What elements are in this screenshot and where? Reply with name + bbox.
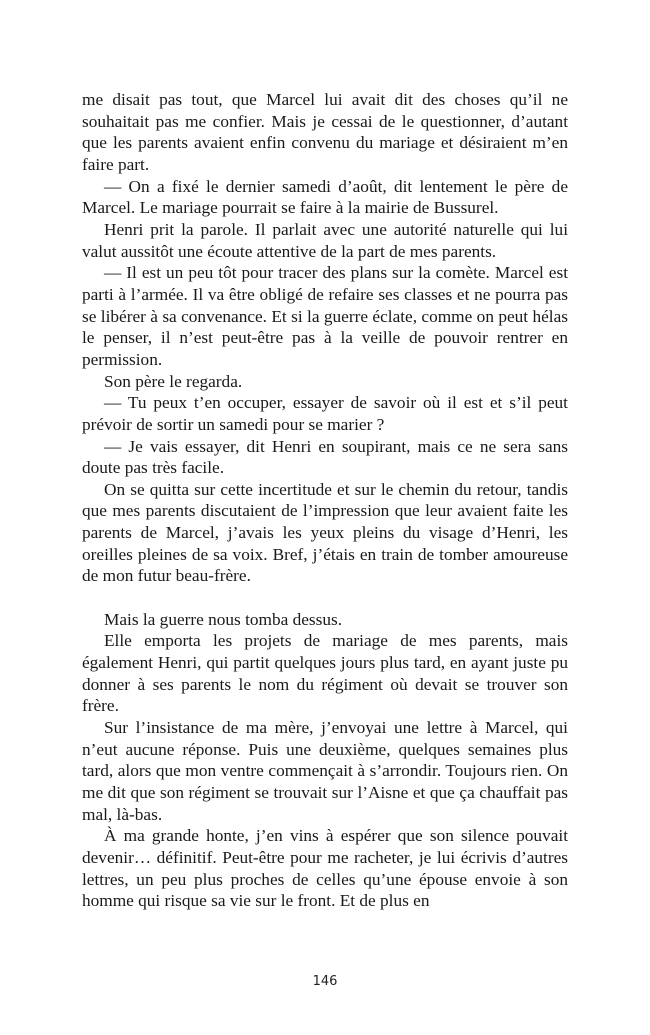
paragraph: me disait pas tout, que Marcel lui avait dit des choses qu’il ne souhaitait pas me confier. Mais je cessai de le questionner, d’autant que les parents avaient enfin convenu du mariage et désiraient m’en faire part.	[82, 90, 568, 174]
paragraph: — Tu peux t’en occuper, essayer de savoir où il est et s’il peut prévoir de sortir un samedi pour se marier ?	[82, 393, 568, 434]
section-break	[82, 587, 568, 609]
paragraph: Elle emporta les projets de mariage de mes parents, mais également Henri, qui partit quelques jours plus tard, en ayant juste pu donner à ses parents le nom du régiment où devait se trouver son frère.	[82, 631, 568, 716]
page-body	[82, 89, 568, 912]
paragraph: Son père le regarda.	[104, 371, 243, 391]
page-number: 146	[312, 974, 338, 989]
paragraph: — Je vais essayer, dit Henri en soupirant, mais ce ne sera sans doute pas très facile.	[82, 436, 568, 478]
paragraph: À ma grande honte, j’en vins à espérer que son silence pouvait devenir… définitif. Peut-être pour me racheter, je lui écrivis d’autres lettres, un peu plus proches de celles qu’une épouse envoie à son homme qui risque sa vie sur le front. Et de plus en	[82, 826, 568, 911]
paragraph: — Il est un peu tôt pour tracer des plans sur la comète. Marcel est parti à l’armée. Il va être obligé de refaire ses classes et ne pourra pas se libérer à sa convenance. Et si la guerre éclate, comme on peut hélas le penser, il n’est peut-être pas à la veille de pouvoir rentrer en permission.	[82, 263, 568, 369]
paragraph: Sur l’insistance de ma mère, j’envoyai une lettre à Marcel, qui n’eut aucune réponse. Puis une deuxième, quelques semaines plus tard, alors que mon ventre commençait à s’arrondir. Toujours rien. On me dit que son régiment se trouvait sur l’Aisne et que ça chauffait pas mal, là-bas.	[82, 718, 568, 824]
paragraph: On se quitta sur cette incertitude et sur le chemin du retour, tandis que mes parents discutaient de l’impression que leur avaient faite les parents de Marcel, j’avais les yeux pleins du visage d’Henri, les oreilles pleines de sa voix. Bref, j’étais en train de tomber amoureuse de mon futur beau-frère.	[82, 479, 568, 586]
paragraph: Henri prit la parole. Il parlait avec une autorité naturelle qui lui valut aussitôt une écoute attentive de la part de mes parents.	[82, 219, 568, 261]
paragraph: — On a fixé le dernier samedi d’août, dit lentement le père de Marcel. Le mariage pourrait se faire à la mairie de Bussurel.	[82, 176, 568, 218]
paragraph: Mais la guerre nous tomba dessus.	[104, 609, 343, 629]
